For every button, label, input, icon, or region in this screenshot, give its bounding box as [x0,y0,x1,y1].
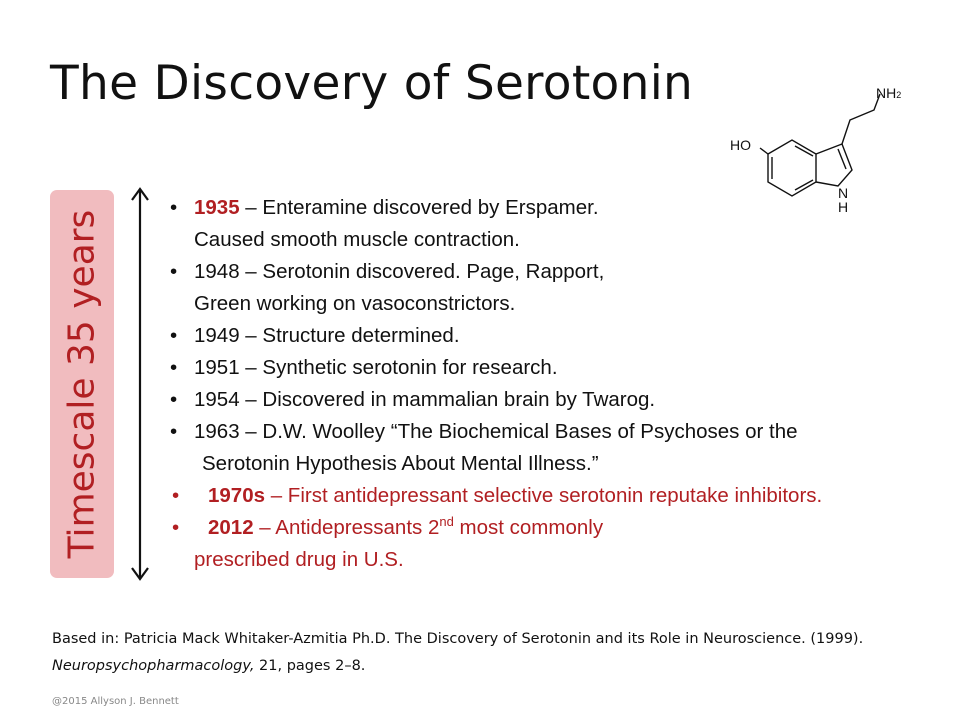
event-item [168,320,953,352]
bullet: • [170,196,178,219]
timescale-box [50,190,114,578]
event-item [168,480,953,512]
bullet: • [170,356,178,379]
bullet: • [170,324,178,347]
pyrrole-ring [816,144,852,186]
event-year: 1951 [194,356,240,379]
event-text: – Enteramine discovered by Erspamer. [239,196,599,219]
event-text: – Structure determined. [239,324,460,347]
event-year: 1954 [194,388,240,411]
event-text: – First antidepressant selective serotonin reputake inhibitors. [265,484,823,507]
event-item [168,512,953,576]
hydroxyl-label: HO [730,137,751,153]
bullet: • [172,516,180,539]
citation-text: Based in: Patricia Mack Whitaker-Azmitia Ph.D. The Discovery of Serotonin and its Role in Neuroscience. (1999). [52,631,864,647]
event-item [168,192,953,256]
event-item [168,256,953,320]
event-continuation: Green working on vasoconstrictors. [194,292,516,315]
bullet: • [170,260,178,283]
event-item [168,416,953,480]
event-year: 1963 [194,420,240,443]
event-year: 1970s [208,484,266,507]
ring-nitrogen-label: N [838,185,849,201]
benzene-ring [768,140,816,196]
event-text: – Antidepressants 2 [253,516,440,539]
event-continuation: prescribed drug in U.S. [194,548,404,571]
bullet: • [172,484,180,507]
ethylamine-chain [842,94,880,144]
hydroxyl-bond [760,148,768,154]
citation-pages: 21, pages 2–8. [254,658,366,674]
event-text-tail: most commonly [453,516,604,539]
event-list [168,192,953,576]
event-text: – D.W. Woolley “The Biochemical Bases of Psychoses or the [239,420,798,443]
event-year: 1949 [194,324,240,347]
copyright-notice: @2015 Allyson J. Bennett [52,696,179,707]
bullet: • [170,388,178,411]
event-continuation: Serotonin Hypothesis About Mental Illness.” [202,452,599,475]
superscript: nd [439,514,454,530]
timeline-double-arrow [128,186,152,582]
event-item [168,384,953,416]
bullet: • [170,420,178,443]
event-text: – Serotonin discovered. Page, Rapport, [239,260,605,283]
slide-title: The Discovery of Serotonin [50,56,694,111]
citation [52,626,912,680]
ring-hydrogen-label: H [838,199,849,215]
event-text: – Synthetic serotonin for research. [239,356,558,379]
event-year: 1948 [194,260,240,283]
event-continuation: Caused smooth muscle contraction. [194,228,520,251]
citation-journal: Neuropsychopharmacology, [52,658,255,674]
timescale-label: Timescale 35 years [61,209,103,559]
event-item [168,352,953,384]
event-text: – Discovered in mammalian brain by Twarog. [239,388,656,411]
amine-label: NH2 [876,85,902,101]
event-year: 1935 [194,196,240,219]
event-year: 2012 [208,516,254,539]
